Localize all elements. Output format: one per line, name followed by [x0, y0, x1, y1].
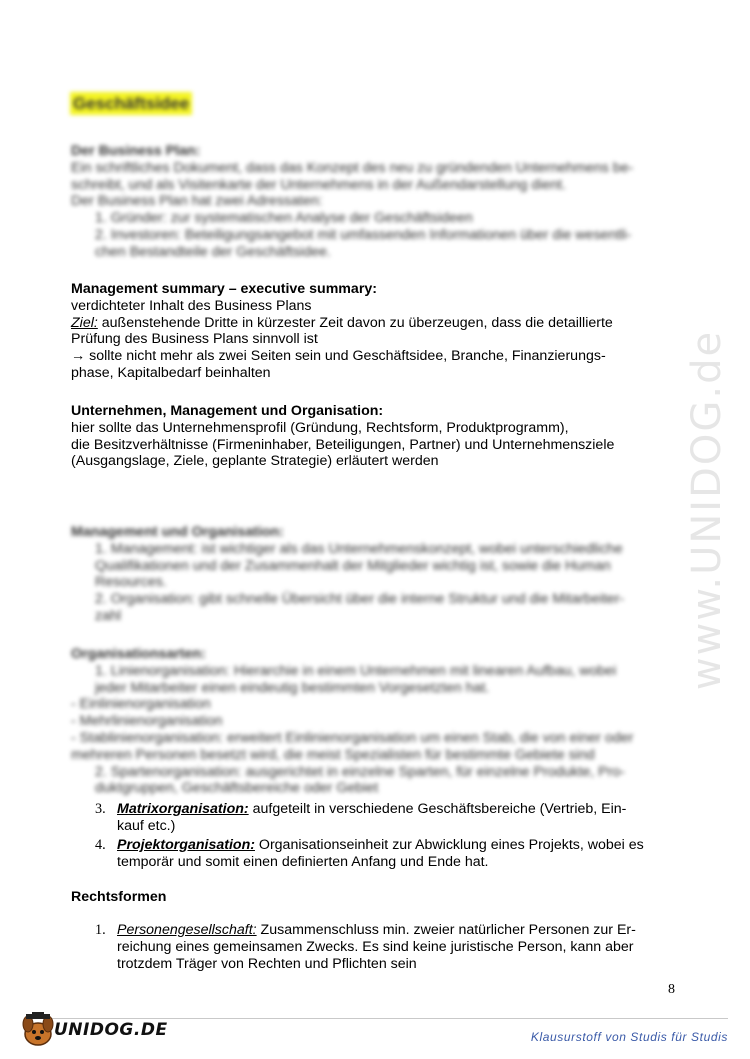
mgmt-org-line: 2. Organisation: gibt schnelle Übersicht über die interne Struktur und die Mitarbeiter- [95, 591, 625, 608]
orgarten-line: jeder Mitarbeiter einen eindeutig bestimmten Vorgesetzten hat. [95, 679, 490, 696]
mgmt-org-title: Management und Organisation: [71, 524, 284, 540]
matrixorganisation-text: aufgeteilt in verschiedene Geschäftsbereiche (Vertrieb, Ein- [248, 801, 627, 817]
orgarten-title: Organisationsarten: [71, 646, 206, 662]
orgarten-section [71, 646, 633, 797]
projektorganisation-cont: temporär und somit einen definierten Anfang und Ende hat. [117, 853, 489, 870]
personengesellschaft-cont: reichung eines gemeinsamen Zwecks. Es sind keine juristische Person, kann aber [117, 938, 634, 955]
logo-text: UNIDOG.DE [54, 1020, 168, 1040]
matrixorganisation-label: Matrixorganisation: [117, 801, 249, 817]
unternehmen-title: Unternehmen, Management und Organisation: [71, 403, 384, 419]
item-number: 1. [95, 922, 106, 938]
unidog-logo [18, 1012, 168, 1048]
business-plan-section [71, 143, 633, 261]
management-summary-section [71, 281, 613, 382]
management-summary-line: Prüfung des Business Plans sinnvoll ist [71, 331, 318, 348]
unternehmen-line: die Besitzverhältnisse (Firmeninhaber, Beteiligungen, Partner) und Unternehmensziele [71, 436, 615, 453]
orgarten-line: 2. Spartenorganisation: ausgerichtet in einzelne Sparten, für einzelne Produkte, Pro- [95, 763, 625, 780]
page-heading [70, 96, 192, 113]
personengesellschaft-text: Zusammenschluss min. zweier natürlicher Personen zur Er- [256, 922, 636, 938]
business-plan-line: Der Business Plan hat zwei Adressaten: [71, 193, 323, 210]
mgmt-org-line: 1. Management: ist wichtiger als das Unternehmenskonzept, wobei unterschiedliche [95, 540, 623, 557]
projektorganisation-label: Projektorganisation: [117, 837, 255, 853]
orgarten-item-4 [95, 837, 644, 871]
unternehmen-line: hier sollte das Unternehmensprofil (Gründung, Rechtsform, Produktprogramm), [71, 419, 569, 436]
orgarten-line: 1. Linienorganisation: Hierarchie in einem Unternehmen mit linearen Aufbau, wobei [95, 662, 617, 679]
management-summary-line: phase, Kapitalbedarf beinhalten [71, 364, 271, 381]
management-summary-line: verdichteter Inhalt des Business Plans [71, 297, 312, 314]
business-plan-item: 2. Investoren: Beteiligungsangebot mit umfassenden Informationen über die wesentli- [95, 226, 632, 243]
page-number: 8 [668, 982, 675, 997]
business-plan-line: schreibt, und als Visitenkarte der Unternehmens in der Außendarstellung dient. [71, 176, 567, 193]
personengesellschaft-label: Personengesellschaft: [117, 922, 257, 938]
footer-slogan: Klausurstoff von Studis für Studis [530, 1030, 728, 1044]
orgarten-line: - Stablinienorganisation: erweitert Einlinienorganisation um einen Stab, die von einer oder [71, 729, 634, 746]
mgmt-org-line: Resources. [95, 574, 167, 591]
orgarten-item-3 [95, 801, 626, 835]
business-plan-line: Ein schriftliches Dokument, dass das Konzept des neu zu gründenden Unternehmens be- [71, 159, 634, 176]
watermark [662, 280, 750, 740]
mgmt-org-line: zahl [95, 607, 122, 624]
management-summary-line: → sollte nicht mehr als zwei Seiten sein und Geschäftsidee, Branche, Finanzierungs- [71, 348, 606, 365]
orgarten-line: mehreren Personen besetzt wird, die meist Spezialisten für bestimmte Gebiete sind [71, 746, 595, 763]
rechtsformen-title: Rechtsformen [71, 889, 167, 905]
management-summary-ziel-line [71, 315, 613, 332]
rechtsformen-item-1 [95, 922, 636, 972]
business-plan-title: Der Business Plan: [71, 143, 201, 159]
personengesellschaft-cont: trotzdem Träger von Rechten und Pflichten sein [117, 955, 417, 972]
dog-icon [18, 1012, 58, 1048]
unternehmen-line: (Ausgangslage, Ziele, geplante Strategie) erläutert werden [71, 453, 439, 470]
business-plan-item: 1. Gründer: zur systematischen Analyse der Geschäftsideen [95, 210, 473, 227]
watermark-text: www.UNIDOG.de [684, 329, 730, 691]
orgarten-line: - Mehrlinienorganisation [71, 713, 223, 730]
heading-highlight: Geschäftsidee [70, 92, 192, 115]
item-number: 3. [95, 801, 106, 817]
projektorganisation-text: Organisationseinheit zur Abwicklung eines Projekts, wobei es [254, 837, 644, 853]
management-summary-title: Management summary – executive summary: [71, 281, 377, 297]
orgarten-line: duktgruppen, Geschäftsbereiche oder Gebiet [95, 780, 379, 797]
mgmt-org-section [71, 524, 624, 625]
ziel-label: Ziel: [71, 314, 98, 331]
item-number: 4. [95, 837, 106, 853]
matrixorganisation-cont: kauf etc.) [117, 817, 176, 834]
business-plan-item: chen Bestandteile der Geschäftsidee. [95, 243, 331, 260]
orgarten-line: - Einlinienorganisation [71, 696, 211, 713]
mgmt-org-line: Qualifikationen und der Zusammenhalt der Mitglieder wichtig ist, sowie die Human [95, 557, 611, 574]
ziel-text: außenstehende Dritte in kürzester Zeit davon zu überzeugen, dass die detaillierte [97, 314, 613, 331]
unternehmen-section [71, 403, 614, 470]
